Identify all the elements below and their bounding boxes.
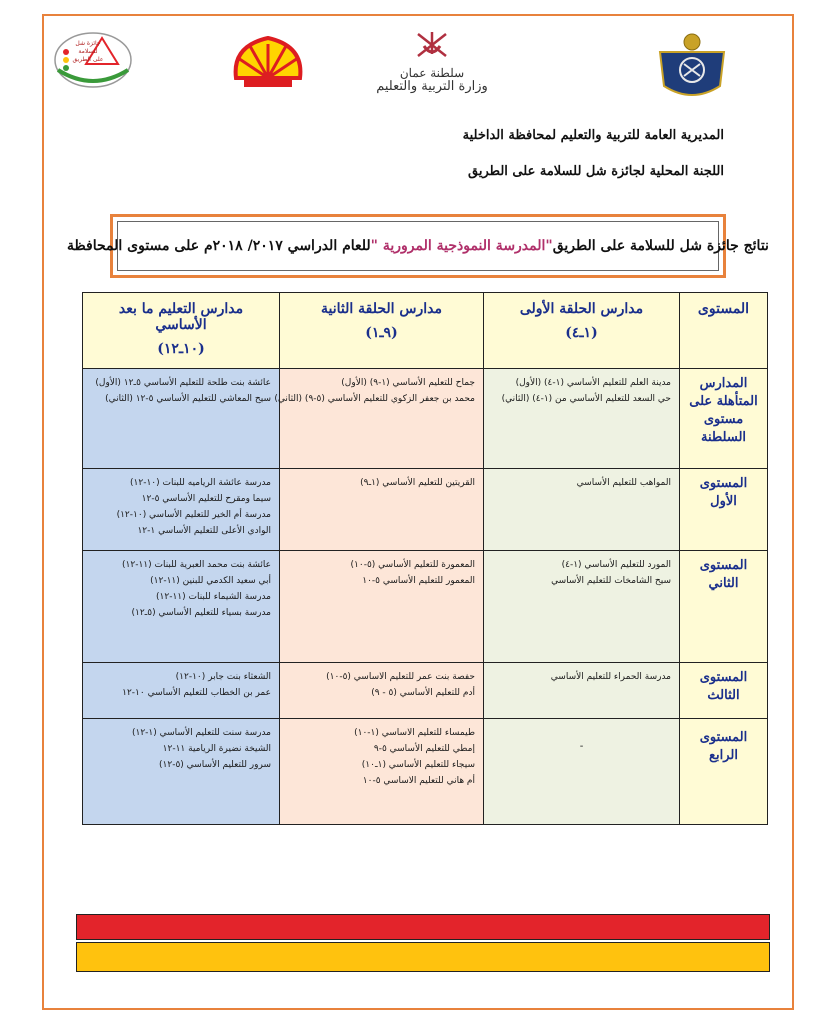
school-entry: سيح المعاشي للتعليم الأساسي ٥-١٢ (الثاني) <box>105 394 271 404</box>
post-basic-cell <box>83 369 280 469</box>
results-title-box <box>67 214 769 278</box>
results-table <box>82 292 768 825</box>
cycle1-cell <box>484 469 680 551</box>
committee-heading: اللجنة المحلية لجائزة شل للسلامة على الطريق <box>468 164 724 179</box>
footer-yellow-bar <box>76 942 770 972</box>
results-title <box>67 221 769 271</box>
table-row <box>83 551 768 663</box>
school-entry: سرور للتعليم الأساسي (٥-١٢) <box>159 760 271 770</box>
cycle1-cell <box>484 369 680 469</box>
post-basic-cell <box>83 551 280 663</box>
school-entry: سيح الشامخات للتعليم الأساسي <box>551 576 671 586</box>
oman-emblem-icon <box>412 28 452 62</box>
ministry-of-education-logo <box>372 28 492 108</box>
road-logo-line1: جائزة شل <box>75 40 101 47</box>
school-entry: مدرسة بسياء للتعليم الأساسي (٥ـ١٢) <box>131 608 271 618</box>
school-entry: المواهب للتعليم الأساسي <box>576 478 671 488</box>
school-entry: المعمور للتعليم الأساسي ٥-١٠ <box>362 576 475 586</box>
header-cycle2 <box>280 293 484 369</box>
school-entry: مدينة العلم للتعليم الأساسي (١-٤) (الأول) <box>515 378 671 388</box>
school-entry: الوادي الأعلى للتعليم الأساسي ١-١٢ <box>137 526 271 536</box>
cycle1-cell <box>484 663 680 719</box>
header-post-basic <box>83 293 280 369</box>
school-entry: مدرسة الشيماء للبنات (١١-١٢) <box>156 592 271 602</box>
school-entry: حي السعد للتعليم الأساسي من (١-٤) (الثاني) <box>501 394 671 404</box>
shell-logo <box>228 32 308 94</box>
table-row <box>83 369 768 469</box>
school-entry: مدرسة عائشة الرياميه للبنات (١٠-١٢) <box>130 478 271 488</box>
moe-line2: وزارة التربية والتعليم <box>376 79 488 94</box>
royal-oman-police-emblem <box>650 28 734 104</box>
school-entry: الشيخة نضيرة الريامية ١١-١٢ <box>162 744 271 754</box>
school-entry: عمر بن الخطاب للتعليم الأساسي ١٠-١٢ <box>122 688 271 698</box>
police-emblem-icon <box>650 28 734 104</box>
cycle2-cell <box>280 469 484 551</box>
header-level: المستوى <box>680 293 768 369</box>
school-entry: القريتين للتعليم الأساسي (١ـ٩) <box>360 478 475 488</box>
school-entry: عائشة بنت محمد العبرية للبنات (١١-١٢) <box>122 560 271 570</box>
cycle2-cell <box>280 719 484 825</box>
level-cell: المستوى الثالث <box>680 663 768 719</box>
school-entry: مدرسة أم الخير للتعليم الأساسي (١٠-١٢) <box>116 510 271 520</box>
header-cycle2-range: (٩ـ١) <box>365 325 398 341</box>
cycle1-cell <box>484 551 680 663</box>
footer-red-bar <box>76 914 770 940</box>
cycle2-cell <box>280 663 484 719</box>
header-post-basic-title: مدارس التعليم ما بعد الأساسي <box>118 301 244 333</box>
cycle1-cell <box>484 719 680 825</box>
table-row <box>83 469 768 551</box>
empty-dash: - <box>579 741 584 752</box>
school-entry: أدم للتعليم الأساسي (٥ - ٩) <box>371 688 475 698</box>
road-logo-line3: على الطريق <box>72 56 104 63</box>
header-cycle1-title: مدارس الحلقة الأولى <box>519 301 644 317</box>
school-entry: سيما ومقرح للتعليم الأساسي ٥-١٢ <box>141 494 271 504</box>
level-cell: المدارس المتأهلة على مستوى السلطنة <box>680 369 768 469</box>
table-row <box>83 719 768 825</box>
header-cycle1 <box>484 293 680 369</box>
header-cycle1-range: (١ـ٤) <box>565 325 598 341</box>
school-entry: المعمورة للتعليم الأساسي (٥-١٠) <box>350 560 475 570</box>
level-cell: المستوى الرابع <box>680 719 768 825</box>
post-basic-cell <box>83 663 280 719</box>
school-entry: سيجاء للتعليم الأساسي (١ـ١٠) <box>361 760 475 770</box>
school-entry: محمد بن جعفر الزكوي للتعليم الأساسي (٥-٩) (الثاني) <box>274 394 475 404</box>
title-highlight: "المدرسة النموذجية المرورية " <box>370 238 553 254</box>
road-logo-line2: للسلامة <box>78 48 98 55</box>
shell-logo-icon <box>228 32 308 94</box>
table-header-row <box>83 293 768 369</box>
school-entry: إمطي للتعليم الأساسي ٥-٩ <box>373 744 475 754</box>
moe-line1: سلطنة عمان <box>399 66 465 80</box>
table-row <box>83 663 768 719</box>
directorate-heading: المديرية العامة للتربية والتعليم لمحافظة الداخلية <box>462 128 724 143</box>
post-basic-cell <box>83 719 280 825</box>
road-safety-award-logo <box>52 30 134 92</box>
header-post-basic-range: (١٠ـ١٢) <box>157 341 205 357</box>
school-entry: الشعثاء بنت جابر (١٠-١٢) <box>175 672 271 682</box>
school-entry: أم هاني للتعليم الاساسي ٥-١٠ <box>362 776 475 786</box>
school-entry: عائشة بنت طلحة للتعليم الأساسي ٥ـ١٢ (الأول) <box>95 378 271 388</box>
header-cycle2-title: مدارس الحلقة الثانية <box>320 301 443 317</box>
level-cell: المستوى الثاني <box>680 551 768 663</box>
school-entry: المورد للتعليم الأساسي (١-٤) <box>561 560 671 570</box>
cycle2-cell <box>280 551 484 663</box>
title-part2: للعام الدراسي ٢٠١٧/ ٢٠١٨م على مستوى المحافظة <box>67 238 371 254</box>
cycle2-cell <box>274 369 484 469</box>
title-part1: نتائج جائزة شل للسلامة على الطريق <box>552 238 769 254</box>
school-entry: طيمساء للتعليم الاساسي (١-١٠) <box>354 728 475 738</box>
school-entry: مدرسة سنت للتعليم الأساسي (١-١٢) <box>131 728 271 738</box>
school-entry: أبي سعيد الكدمي للبنين (١١-١٢) <box>150 576 271 586</box>
school-entry: جماح للتعليم الأساسي (١-٩) (الأول) <box>341 378 475 388</box>
post-basic-cell <box>83 469 280 551</box>
school-entry: مدرسة الحمراء للتعليم الأساسي <box>550 672 671 682</box>
level-cell: المستوى الأول <box>680 469 768 551</box>
school-entry: حفصة بنت عمر للتعليم الاساسي (٥-١٠) <box>326 672 475 682</box>
